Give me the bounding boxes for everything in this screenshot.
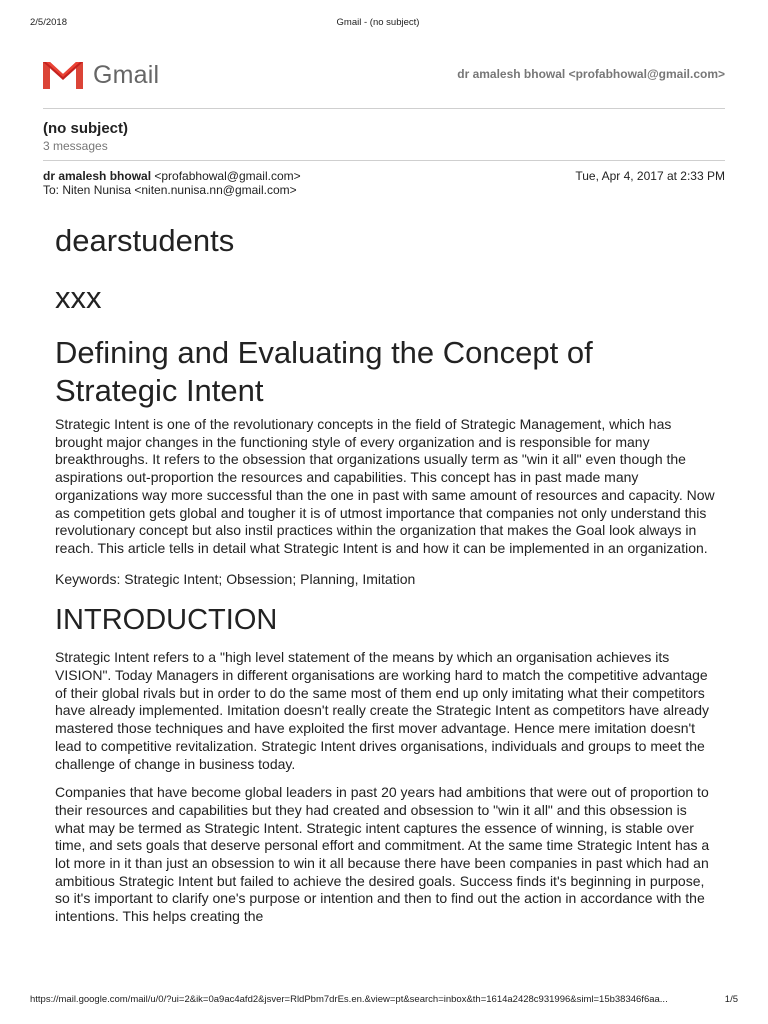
gmail-logo [43, 57, 159, 93]
gmail-wordmark: Gmail [93, 60, 160, 89]
greeting-line: dearstudents [55, 223, 235, 258]
print-url: https://mail.google.com/mail/u/0/?ui=2&ik=0a9ac4afd2&jsver=RldPbm7drEs.en.&view=pt&search=inbox&th=1614a2428c931996&siml=15b38346f6aa... [30, 994, 668, 1005]
message-body [55, 222, 720, 925]
gmail-m-icon [43, 60, 83, 90]
message-date: Tue, Apr 4, 2017 at 2:33 PM [575, 169, 725, 183]
placeholder-line: xxx [55, 280, 102, 315]
print-header [30, 17, 726, 31]
print-date: 2/5/2018 [30, 17, 67, 28]
message-count: 3 messages [43, 139, 108, 153]
introduction-heading: INTRODUCTION [55, 604, 278, 637]
page-number: 1/5 [724, 994, 738, 1005]
message-to: To: Niten Nunisa <niten.nunisa.nn@gmail.com> [43, 183, 297, 197]
divider [43, 108, 725, 109]
thread-subject: (no subject) [43, 120, 128, 137]
print-title: Gmail - (no subject) [336, 17, 420, 28]
account-label: dr amalesh bhowal <profabhowal@gmail.com> [457, 67, 725, 81]
intro-paragraph: Strategic Intent refers to a "high level statement of the means by which an organisation achieves its VISION". Today Managers in different organisations are working hard to match the competitive advantage of their global rivals but in order to do the same most of them end up only imitating what their competitors have already implemented. Imitation doesn't really create the Strategic Intent as competitors have already mastered those techniques and have exploited the first mover advantage. Hence mere imitation doesn't lead to competitive revitalization. Strategic Intent drives organisations, individuals and groups to meet the challenge of change in business today. [55, 649, 710, 772]
keywords-line: Keywords: Strategic Intent; Obsession; Planning, Imitation [55, 570, 416, 587]
sender-name: dr amalesh bhowal [43, 169, 152, 183]
sender-email: <profabhowal@gmail.com> [154, 169, 301, 183]
divider [43, 160, 725, 161]
message-from [43, 169, 301, 183]
article-title: Defining and Evaluating the Concept of Strategic Intent [55, 335, 593, 408]
intro-paragraph: Companies that have become global leaders in past 20 years had ambitions that were out of proportion to their resources and capabilities but they had created and obsession to "win it all" and this obsession is what may be termed as Strategic Intent. Strategic intent captures the essence of winning, is stable over time, and sets goals that deserve personal effort and commitment. At the same time Strategic Intent has a lot more in it than just an obsession to win it all because there have been companies in past which had an ambitious Strategic Intent but failed to achieve the desired goals. Success finds it's beginning in purpose, so it's important to clarify one's purpose or intention and then to find out the action in accordance with the intentions. This helps creating the [55, 784, 710, 925]
abstract-paragraph: Strategic Intent is one of the revolutionary concepts in the field of Strategic Management, which has brought major changes in the functioning style of every organization and is responsible for many breakthroughs. It refers to the obsession that organizations usually term as "win it all" even though the aspirations out-proportion the resources and capabilities. This concept has in past made many organizations way more successful than the one in past with same amount of resources and capacity. Now as competition gets global and tougher it is of utmost importance that companies not only understand this revolutionary concept but also instil practices within the organization that makes the Goal look always in reach. This article tells in detail what Strategic Intent is and how it can be implemented in an organization. [55, 416, 715, 556]
